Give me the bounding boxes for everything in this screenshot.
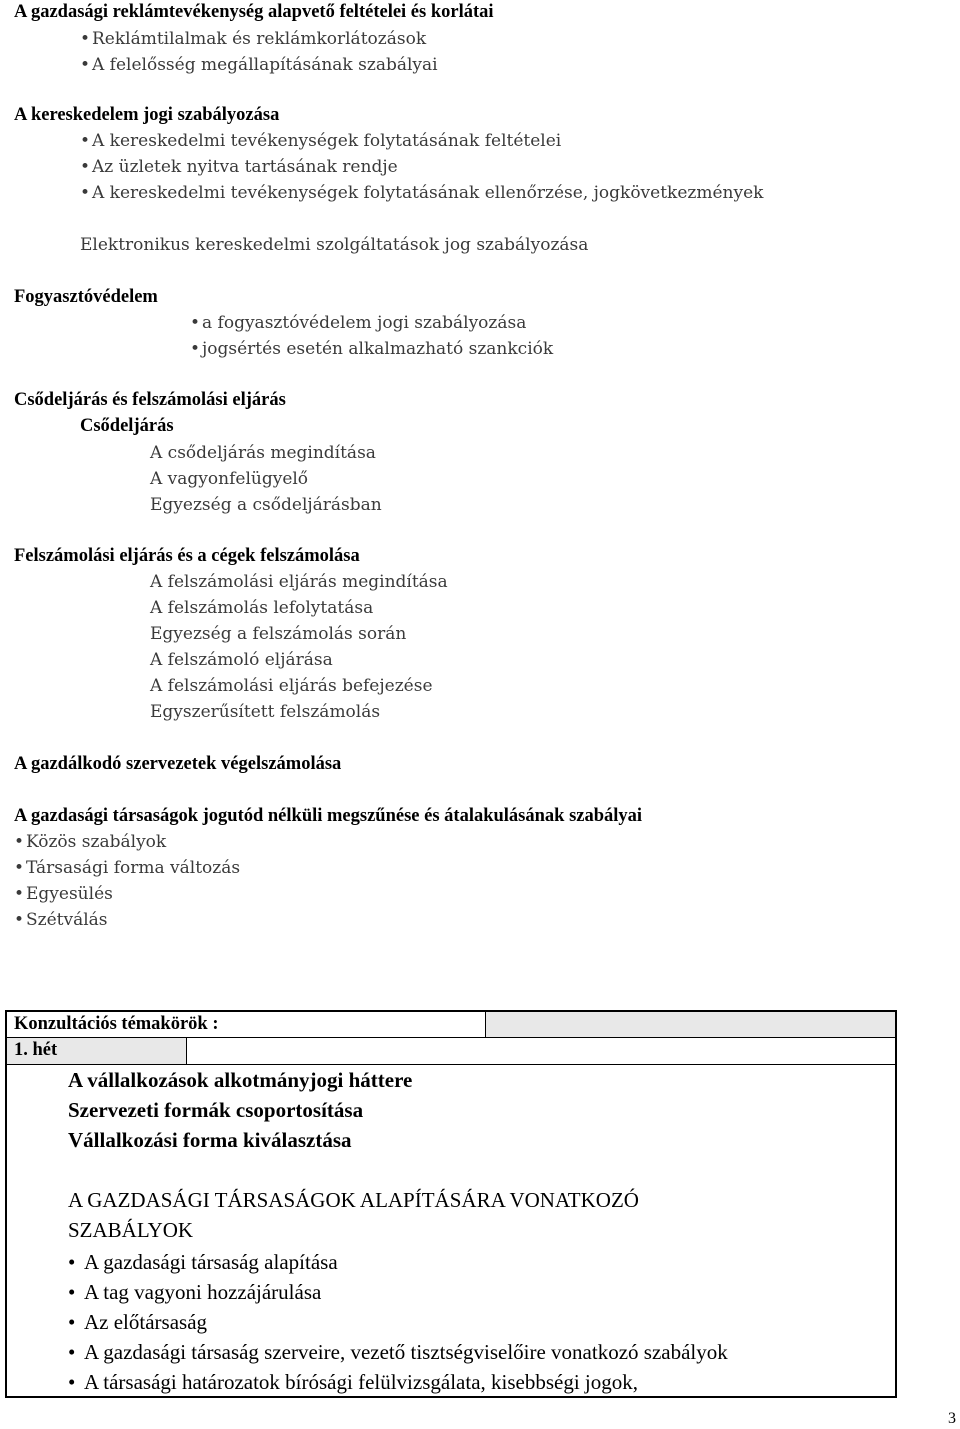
section-title-megszunes: A gazdasági társaságok jogutód nélküli megszűnése és átalakulásának szabályai bbox=[14, 806, 643, 826]
list-item: • A felelősség megállapításának szabályai bbox=[80, 55, 438, 75]
list-item: • Társasági forma változás bbox=[14, 858, 241, 878]
list-item: • Reklámtilalmak és reklámkorlátozások bbox=[80, 29, 427, 49]
list-item: A felszámolás lefolytatása bbox=[150, 598, 374, 618]
list-item: • Egyesülés bbox=[14, 884, 113, 904]
list-item: • Közös szabályok bbox=[14, 832, 167, 852]
section-title-vegelszamolas: A gazdálkodó szervezetek végelszámolása bbox=[14, 754, 342, 774]
list-item: Egyszerűsített felszámolás bbox=[150, 702, 381, 722]
list-item: • A kereskedelmi tevékenységek folytatásának ellenőrzése, jogkövetkezmények bbox=[80, 183, 764, 203]
section-title-kereskedelem: A kereskedelem jogi szabályozása bbox=[14, 105, 280, 125]
list-item: Egyezség a felszámolás során bbox=[150, 624, 407, 644]
table-heading: A GAZDASÁGI TÁRSASÁGOK ALAPÍTÁSÁRA VONATKOZÓ bbox=[68, 1188, 639, 1212]
table-list-item: • Az előtársaság bbox=[68, 1310, 208, 1334]
list-item: Egyezség a csődeljárásban bbox=[150, 495, 382, 515]
list-item: A felszámolási eljárás befejezése bbox=[150, 676, 433, 696]
list-item: • Szétválás bbox=[14, 910, 108, 930]
section-title-felszamolas: Felszámolási eljárás és a cégek felszámolása bbox=[14, 546, 360, 566]
table-header: Konzultációs témakörök : bbox=[14, 1014, 219, 1034]
subsection-title-csodeljaras: Csődeljárás bbox=[80, 416, 174, 436]
list-item: • Az üzletek nyitva tartásának rendje bbox=[80, 157, 398, 177]
list-item: • jogsértés esetén alkalmazható szankciók bbox=[190, 339, 554, 359]
page-number: 3 bbox=[948, 1410, 956, 1427]
list-item: • a fogyasztóvédelem jogi szabályozása bbox=[190, 313, 527, 333]
table-list-item: • A társasági határozatok bírósági felülvizsgálata, kisebbségi jogok, bbox=[68, 1370, 639, 1394]
list-item: • A kereskedelmi tevékenységek folytatásának feltételei bbox=[80, 131, 562, 151]
section-title-reklam: A gazdasági reklámtevékenység alapvető feltételei és korlátai bbox=[14, 2, 494, 22]
list-item: A felszámoló eljárása bbox=[150, 650, 333, 670]
table-line: Szervezeti formák csoportosítása bbox=[68, 1098, 364, 1122]
table-list-item: • A gazdasági társaság szerveire, vezető tisztségviselőire vonatkozó szabályok bbox=[68, 1340, 728, 1364]
paragraph-elektronikus: Elektronikus kereskedelmi szolgáltatások jog szabályozása bbox=[80, 235, 589, 255]
table-list-item: • A gazdasági társaság alapítása bbox=[68, 1250, 338, 1274]
table-line: Vállalkozási forma kiválasztása bbox=[68, 1128, 352, 1152]
table-list-item: • A tag vagyoni hozzájárulása bbox=[68, 1280, 322, 1304]
list-item: A csődeljárás megindítása bbox=[150, 443, 376, 463]
section-title-fogyasztovedelem: Fogyasztóvédelem bbox=[14, 287, 158, 307]
week-label: 1. hét bbox=[14, 1040, 58, 1060]
section-title-csodeljaras: Csődeljárás és felszámolási eljárás bbox=[14, 390, 286, 410]
list-item: A vagyonfelügyelő bbox=[150, 469, 309, 489]
list-item: A felszámolási eljárás megindítása bbox=[150, 572, 448, 592]
table-heading: SZABÁLYOK bbox=[68, 1218, 194, 1242]
table-line: A vállalkozások alkotmányjogi háttere bbox=[68, 1068, 413, 1092]
table-header-empty-cell bbox=[485, 1012, 895, 1038]
